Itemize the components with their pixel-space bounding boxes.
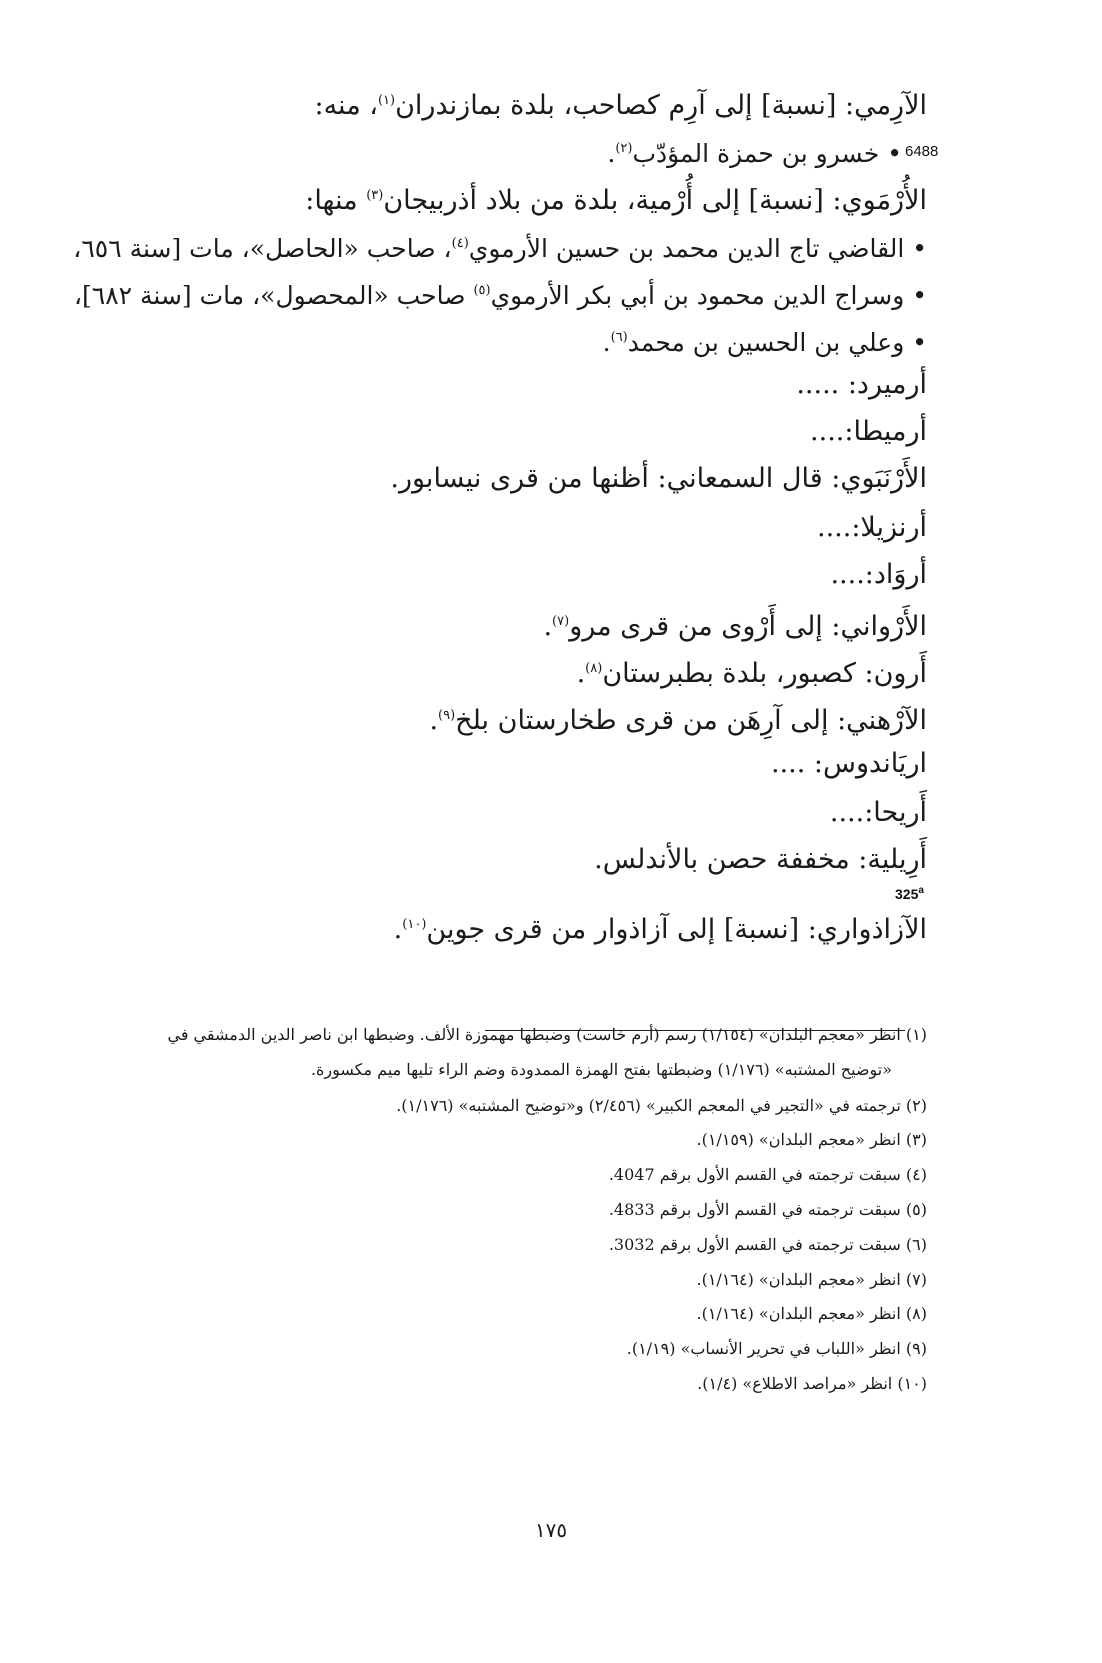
footnote-ref: (٩) <box>438 708 456 723</box>
entry-text-tail: صاحب «المحصول»، مات [سنة ٦٨٢]، <box>73 281 474 310</box>
page-number: ١٧٥ <box>534 1518 568 1542</box>
entry-text-tail: . <box>607 139 616 168</box>
entry-text: الآزاذواري: [نسبة] إلى آزاذوار من قرى جوين <box>426 914 927 945</box>
entry-line <box>60 320 927 361</box>
page-marker-suffix: a <box>918 885 924 896</box>
entry-text-tail: . <box>543 611 553 642</box>
footnote: (٢) ترجمته في «التجير في المعجم الكبير» (٢/٤٥٦) و«توضيح المشتبه» (١/١٧٦). <box>396 1096 927 1115</box>
entry-line <box>60 461 927 497</box>
entry-text: أَريحا:.... <box>829 797 927 828</box>
footnote-ref: (٢) <box>615 141 633 156</box>
entry-line <box>60 698 927 739</box>
entry-line <box>60 367 927 403</box>
entry-text: • خسرو بن حمزة المؤدّب <box>632 139 902 168</box>
entry-text: أرميطا:.... <box>810 416 927 447</box>
footnote-ref: (٦) <box>610 330 628 345</box>
footnote-ref: (١٠) <box>402 917 427 932</box>
entry-line <box>60 178 927 219</box>
entry-text-tail: ، منه: <box>314 90 378 121</box>
entry-text-tail: منها: <box>305 185 367 216</box>
entry-text-tail: . <box>576 658 586 689</box>
entry-line <box>60 510 927 546</box>
footnote-ref: (١) <box>377 93 396 108</box>
entry-line <box>60 131 902 172</box>
entry-line <box>60 83 927 124</box>
entry-line <box>60 273 927 314</box>
footnote: (٥) سبقت ترجمته في القسم الأول برقم 4833. <box>608 1200 927 1219</box>
entry-text-tail: ، صاحب «الحاصل»، مات [سنة ٦٥٦، <box>73 234 452 263</box>
footnote: (١٠) انظر «مراصد الاطلاع» (١/٤). <box>697 1374 927 1393</box>
entry-text: الأَرْنَبَوي: قال السمعاني: أظنها من قرى نيسابور. <box>390 463 927 494</box>
entry-text: • وعلي بن الحسين بن محمد <box>627 328 927 357</box>
entry-text: الآرْهني: إلى آرِهَن من قرى طخارستان بلخ <box>455 705 927 736</box>
footnote-ref: (٤) <box>451 236 469 251</box>
entry-text-tail: . <box>393 914 403 945</box>
entry-text: أَرِيلية: مخففة حصن بالأندلس. <box>594 844 927 875</box>
entry-number-marker: 6488 <box>905 143 939 160</box>
entry-text: اريَاندوس: .... <box>771 748 927 779</box>
entry-line <box>60 604 927 645</box>
entry-text: أروَاد:.... <box>830 559 927 590</box>
footnote: (٦) سبقت ترجمته في القسم الأول برقم 3032. <box>608 1235 927 1254</box>
entry-line <box>60 651 927 692</box>
entry-line <box>60 842 927 878</box>
footnote: (٩) انظر «اللباب في تحرير الأنساب» (١/١٩). <box>626 1339 927 1358</box>
entry-text: الآرِمي: [نسبة] إلى آرِم كصاحب، بلدة بمازندران <box>395 90 927 121</box>
page-marker <box>895 885 924 902</box>
entry-line <box>60 226 927 267</box>
footnote: (١) انظر «معجم البلدان» (١/١٥٤) رسم (أرم خاست) وضبطها مهموزة الألف. وضبطها ابن ناصر الدين الدمشقي في <box>167 1025 927 1044</box>
entry-text: • وسراج الدين محمود بن أبي بكر الأرموي <box>490 281 927 310</box>
entry-text: أَرون: كصبور، بلدة بطبرستان <box>602 658 927 689</box>
footnote-ref: (٧) <box>552 614 570 629</box>
entry-text: أرميرد: ..... <box>796 369 927 400</box>
entry-line <box>60 557 927 593</box>
entry-line <box>60 795 927 831</box>
entry-text: • القاضي تاج الدين محمد بن حسين الأرموي <box>468 234 927 263</box>
footnote: (٧) انظر «معجم البلدان» (١/١٦٤). <box>696 1270 927 1289</box>
footnote-ref: (٣) <box>366 188 384 203</box>
footnote: (٨) انظر «معجم البلدان» (١/١٦٤). <box>696 1304 927 1323</box>
entry-line <box>60 907 927 948</box>
entry-text: الأُرْمَوي: [نسبة] إلى أُرْمية، بلدة من بلاد أذربيجان <box>383 185 927 216</box>
entry-text: أرنزيلا:.... <box>816 512 927 543</box>
footnote: «توضيح المشتبه» (١/١٧٦) وضبطتها بفتح الهمزة الممدودة وضم الراء تليها ميم مكسورة. <box>310 1060 892 1079</box>
footnote: (٣) انظر «معجم البلدان» (١/١٥٩). <box>696 1130 927 1149</box>
footnote-ref: (٥) <box>473 283 491 298</box>
entry-text-tail: . <box>602 328 611 357</box>
footnote: (٤) سبقت ترجمته في القسم الأول برقم 4047. <box>608 1165 927 1184</box>
entry-text: الأَرْواني: إلى أَرْوى من قرى مرو <box>569 611 927 642</box>
footnote-ref: (٨) <box>585 661 603 676</box>
page-marker-number: 325 <box>895 886 919 902</box>
entry-line <box>60 746 927 782</box>
entry-line <box>60 414 927 450</box>
entry-text-tail: . <box>429 705 439 736</box>
